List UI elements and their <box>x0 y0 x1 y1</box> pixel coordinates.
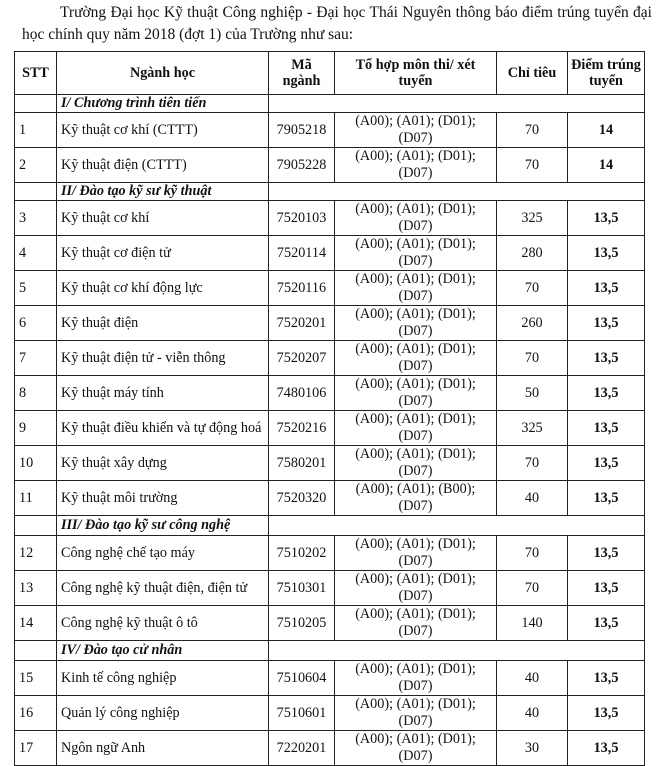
cell-combo: (A00); (A01); (D01); (D07) <box>335 446 497 481</box>
cell-combo: (A00); (A01); (D01); (D07) <box>335 113 497 148</box>
cell-major: Kỹ thuật máy tính <box>57 376 269 411</box>
cell-stt: 12 <box>15 536 57 571</box>
section-stt-cell <box>15 516 57 536</box>
table-row <box>15 481 645 516</box>
cell-score: 13,5 <box>568 411 645 446</box>
cell-stt: 2 <box>15 148 57 183</box>
cell-code: 7480106 <box>269 376 335 411</box>
header-stt: STT <box>15 52 57 95</box>
cell-stt: 15 <box>15 661 57 696</box>
cell-combo: (A00); (A01); (D01); (D07) <box>335 148 497 183</box>
cell-quota: 140 <box>497 606 568 641</box>
cell-quota: 70 <box>497 341 568 376</box>
cell-score: 13,5 <box>568 446 645 481</box>
cell-major: Kỹ thuật môi trường <box>57 481 269 516</box>
cell-quota: 70 <box>497 271 568 306</box>
table-row <box>15 696 645 731</box>
header-combo: Tổ hợp môn thi/ xét tuyển <box>335 52 497 95</box>
table-row <box>15 271 645 306</box>
cell-stt: 17 <box>15 731 57 766</box>
cell-score: 13,5 <box>568 201 645 236</box>
table-row <box>15 236 645 271</box>
cell-score: 13,5 <box>568 696 645 731</box>
section-stt-cell <box>15 183 57 201</box>
cell-score: 13,5 <box>568 306 645 341</box>
cell-quota: 70 <box>497 536 568 571</box>
section-row <box>15 95 645 113</box>
cell-stt: 11 <box>15 481 57 516</box>
cell-score: 13,5 <box>568 571 645 606</box>
cell-major: Kỹ thuật cơ khí <box>57 201 269 236</box>
cell-stt: 14 <box>15 606 57 641</box>
cell-score: 14 <box>568 148 645 183</box>
cell-major: Quản lý công nghiệp <box>57 696 269 731</box>
section-empty-cell <box>269 516 645 536</box>
cell-stt: 7 <box>15 341 57 376</box>
cell-combo: (A00); (A01); (D01); (D07) <box>335 696 497 731</box>
cell-code: 7905218 <box>269 113 335 148</box>
cell-major: Công nghệ kỹ thuật điện, điện tử <box>57 571 269 606</box>
cell-stt: 1 <box>15 113 57 148</box>
cell-quota: 40 <box>497 696 568 731</box>
table-row <box>15 571 645 606</box>
cell-quota: 30 <box>497 731 568 766</box>
cell-code: 7510202 <box>269 536 335 571</box>
cell-code: 7905228 <box>269 148 335 183</box>
cell-code: 7520114 <box>269 236 335 271</box>
cell-major: Công nghệ kỹ thuật ô tô <box>57 606 269 641</box>
table-row <box>15 341 645 376</box>
cell-major: Kỹ thuật cơ khí (CTTT) <box>57 113 269 148</box>
table-header-row <box>15 52 645 95</box>
cell-quota: 260 <box>497 306 568 341</box>
cell-major: Kỹ thuật điện (CTTT) <box>57 148 269 183</box>
section-row <box>15 183 645 201</box>
cell-quota: 70 <box>497 446 568 481</box>
table-row <box>15 376 645 411</box>
cell-stt: 3 <box>15 201 57 236</box>
table-row <box>15 606 645 641</box>
cell-quota: 40 <box>497 481 568 516</box>
cell-combo: (A00); (A01); (D01); (D07) <box>335 536 497 571</box>
section-stt-cell <box>15 641 57 661</box>
table-row <box>15 446 645 481</box>
cell-code: 7520207 <box>269 341 335 376</box>
cell-major: Kỹ thuật cơ khí động lực <box>57 271 269 306</box>
cell-major: Công nghệ chế tạo máy <box>57 536 269 571</box>
table-row <box>15 731 645 766</box>
cell-score: 13,5 <box>568 481 645 516</box>
section-title: II/ Đào tạo kỹ sư kỹ thuật <box>57 183 269 201</box>
cell-score: 13,5 <box>568 661 645 696</box>
table-body <box>15 95 645 766</box>
cell-major: Kỹ thuật cơ điện tử <box>57 236 269 271</box>
cell-quota: 325 <box>497 201 568 236</box>
cell-code: 7220201 <box>269 731 335 766</box>
section-title: IV/ Đào tạo cử nhân <box>57 641 269 661</box>
table-row <box>15 201 645 236</box>
table-row <box>15 536 645 571</box>
cell-code: 7520216 <box>269 411 335 446</box>
cell-code: 7520320 <box>269 481 335 516</box>
cell-stt: 5 <box>15 271 57 306</box>
cell-major: Kỹ thuật điện <box>57 306 269 341</box>
cell-major: Kỹ thuật xây dựng <box>57 446 269 481</box>
cell-combo: (A00); (A01); (D01); (D07) <box>335 306 497 341</box>
cell-score: 13,5 <box>568 236 645 271</box>
cell-major: Kỹ thuật điện tử - viễn thông <box>57 341 269 376</box>
cell-code: 7520103 <box>269 201 335 236</box>
header-code: Mã ngành <box>269 52 335 95</box>
cell-combo: (A00); (A01); (D01); (D07) <box>335 606 497 641</box>
cell-code: 7510205 <box>269 606 335 641</box>
section-stt-cell <box>15 95 57 113</box>
cell-score: 13,5 <box>568 271 645 306</box>
cell-score: 13,5 <box>568 731 645 766</box>
cell-quota: 70 <box>497 148 568 183</box>
section-empty-cell <box>269 641 645 661</box>
section-row <box>15 516 645 536</box>
cell-combo: (A00); (A01); (D01); (D07) <box>335 201 497 236</box>
cell-quota: 280 <box>497 236 568 271</box>
intro-paragraph: Trường Đại học Kỹ thuật Công nghiệp - Đại học Thái Nguyên thông báo điểm trúng tuyển đại học chính quy năm 2018 (đợt 1) của Trường như sau: <box>22 4 652 43</box>
cell-major: Kinh tế công nghiệp <box>57 661 269 696</box>
cell-code: 7580201 <box>269 446 335 481</box>
cell-major: Ngôn ngữ Anh <box>57 731 269 766</box>
cell-quota: 40 <box>497 661 568 696</box>
cell-score: 13,5 <box>568 376 645 411</box>
cell-stt: 16 <box>15 696 57 731</box>
cell-code: 7510604 <box>269 661 335 696</box>
cell-combo: (A00); (A01); (D01); (D07) <box>335 411 497 446</box>
section-title: I/ Chương trình tiên tiến <box>57 95 269 113</box>
cell-quota: 325 <box>497 411 568 446</box>
table-row <box>15 411 645 446</box>
header-major: Ngành học <box>57 52 269 95</box>
cell-stt: 10 <box>15 446 57 481</box>
cell-combo: (A00); (A01); (D01); (D07) <box>335 236 497 271</box>
cell-score: 13,5 <box>568 341 645 376</box>
cell-stt: 6 <box>15 306 57 341</box>
table-row <box>15 306 645 341</box>
cell-major: Kỹ thuật điều khiển và tự động hoá <box>57 411 269 446</box>
cell-stt: 9 <box>15 411 57 446</box>
cell-combo: (A00); (A01); (D01); (D07) <box>335 376 497 411</box>
cell-combo: (A00); (A01); (B00); (D07) <box>335 481 497 516</box>
section-row <box>15 641 645 661</box>
cell-code: 7520116 <box>269 271 335 306</box>
table-row <box>15 661 645 696</box>
cell-code: 7510601 <box>269 696 335 731</box>
cell-score: 14 <box>568 113 645 148</box>
header-score: Điểm trúng tuyển <box>568 52 645 95</box>
cell-stt: 4 <box>15 236 57 271</box>
cell-combo: (A00); (A01); (D01); (D07) <box>335 731 497 766</box>
cell-stt: 13 <box>15 571 57 606</box>
cell-combo: (A00); (A01); (D01); (D07) <box>335 341 497 376</box>
cell-score: 13,5 <box>568 606 645 641</box>
cell-code: 7520201 <box>269 306 335 341</box>
cell-quota: 50 <box>497 376 568 411</box>
cell-quota: 70 <box>497 571 568 606</box>
admission-scores-table <box>14 51 645 766</box>
section-empty-cell <box>269 183 645 201</box>
cell-combo: (A00); (A01); (D01); (D07) <box>335 571 497 606</box>
table-row <box>15 113 645 148</box>
cell-combo: (A00); (A01); (D01); (D07) <box>335 661 497 696</box>
header-quota: Chỉ tiêu <box>497 52 568 95</box>
cell-quota: 70 <box>497 113 568 148</box>
cell-score: 13,5 <box>568 536 645 571</box>
section-empty-cell <box>269 95 645 113</box>
cell-combo: (A00); (A01); (D01); (D07) <box>335 271 497 306</box>
cell-stt: 8 <box>15 376 57 411</box>
section-title: III/ Đào tạo kỹ sư công nghệ <box>57 516 269 536</box>
cell-code: 7510301 <box>269 571 335 606</box>
table-row <box>15 148 645 183</box>
